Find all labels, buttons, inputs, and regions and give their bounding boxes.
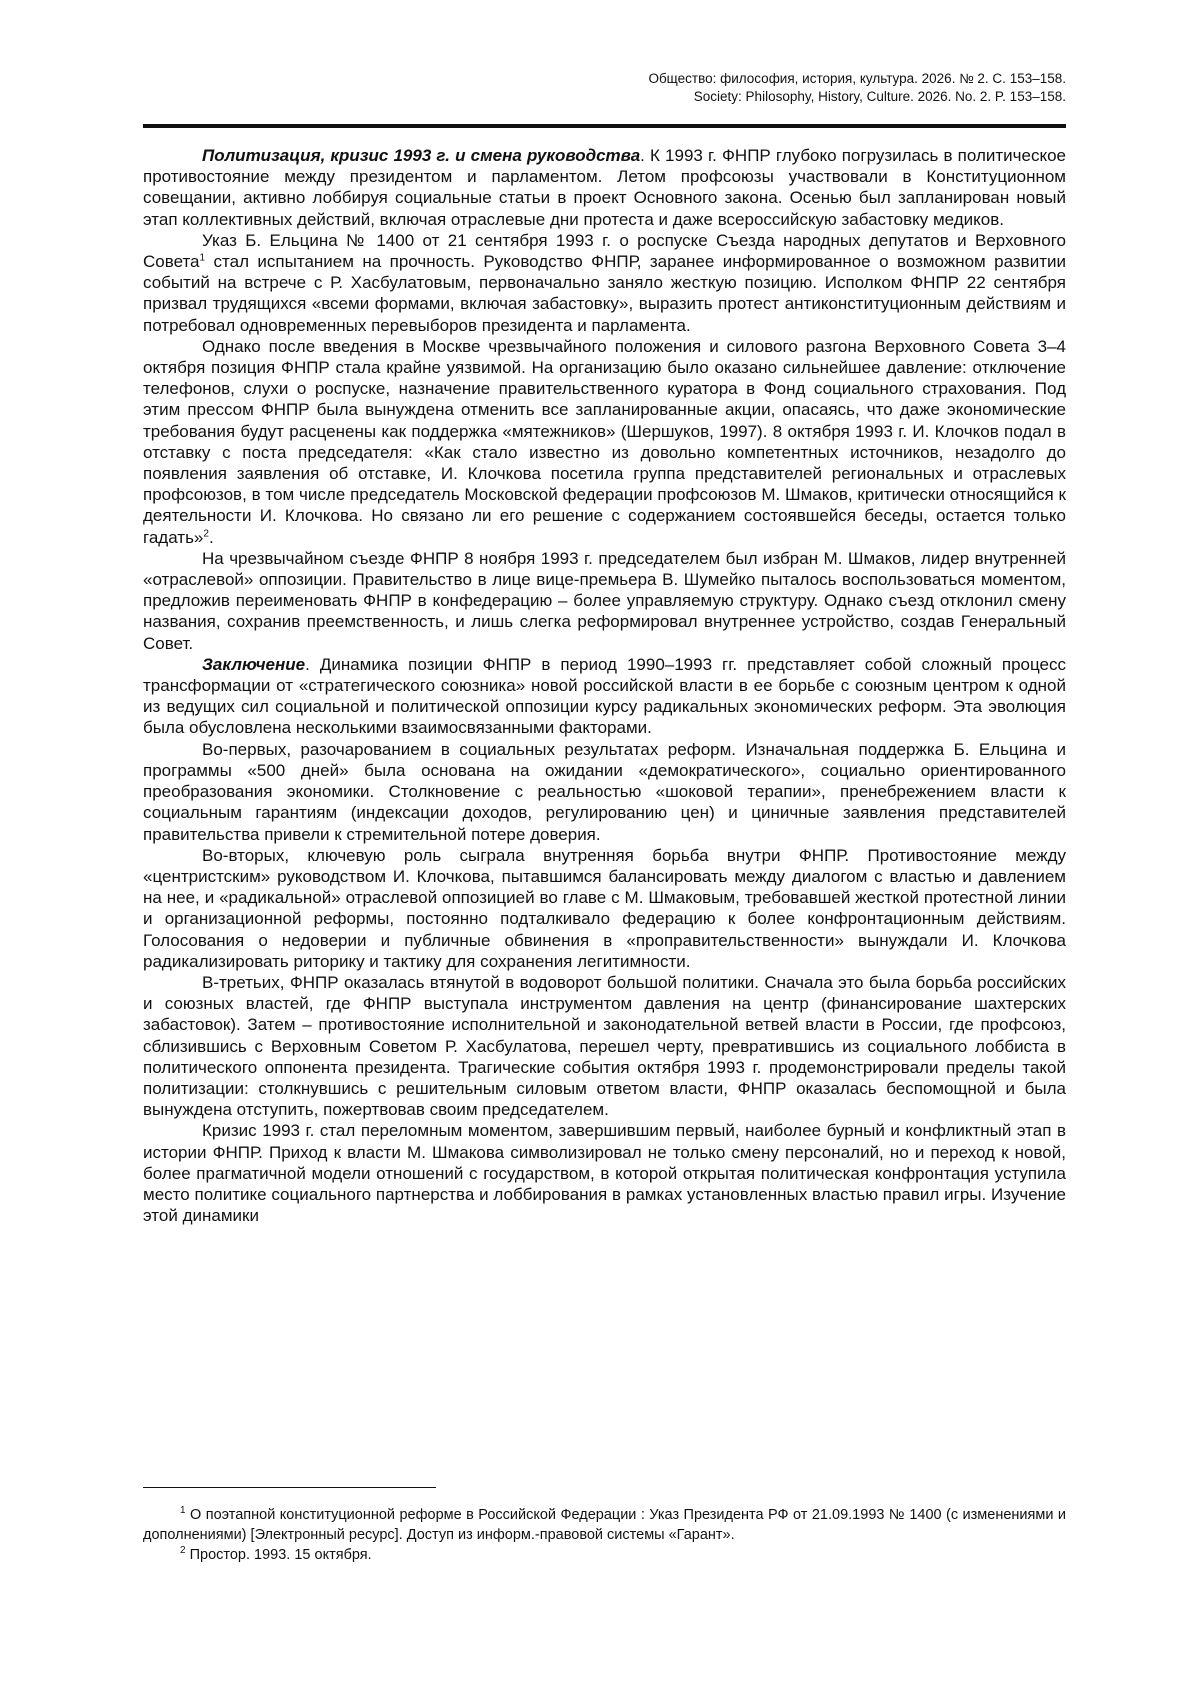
footnote-1: [143, 1505, 1066, 1545]
footnote-text: Простор. 1993. 15 октября.: [185, 1547, 372, 1563]
running-header: [648, 70, 1066, 106]
footnote-number: 2: [180, 1545, 186, 1557]
header-citation-en: Society: Philosophy, History, Culture. 2026. No. 2. P. 153–158.: [693, 89, 1066, 104]
footnote-divider: [143, 1487, 436, 1488]
article-body: [143, 145, 1066, 1226]
footnote-2: [143, 1545, 1066, 1565]
paragraph-conclusion: [143, 654, 1066, 739]
section-heading-politicization: Политизация, кризис 1993 г. и смена руководства: [202, 146, 641, 165]
footnotes: [143, 1505, 1066, 1565]
section-heading-conclusion: Заключение: [202, 654, 306, 674]
footnote-number: 1: [180, 1505, 186, 1517]
footnote-text: О поэтапной конституционной реформе в Российской Федерации : Указ Президента РФ от 21.09.1993 № 1400 (с изменениями и дополнениями) [Электронный ресурс]. Доступ из информ.-правовой системы «Гарант».: [143, 1507, 1066, 1543]
footnote-ref-1[interactable]: 1: [199, 252, 206, 264]
paragraph-politicization: [143, 145, 1066, 230]
header-divider: [143, 124, 1066, 128]
paragraph-text: Однако после введения в Москве чрезвычайного положения и силового разгона Верховного Совета 3–4 октября позиция ФНПР стала крайне уязвимой. На организацию было оказано сильнейшее давление: отключение телефонов, слухи о роспуске, назначение правительственного куратора в Фонд социального страхования. Под этим прессом ФНПР была вынуждена отменить все запланированные акции, опасаясь, что даже экономические требования будут расценены как поддержка «мятежников» (Шершуков, 1997). 8 октября 1993 г. И. Клочков подал в отставку с поста председателя: «Как стало известно из довольно компетентных источников, незадолго до появления заявления об отставке, И. Клочкова посетила группа представителей региональных и отраслевых профсоюзов, в том числе председатель Московской федерации профсоюзов М. Шмаков, критически относящийся к деятельности И. Клочкова. Но связано ли его решение с содержанием состоявшейся беседы, остается только гадать»: [143, 336, 1066, 547]
header-citation-ru: Общество: философия, история, культура. 2026. № 2. С. 153–158.: [648, 71, 1066, 86]
paragraph-text: .: [208, 527, 214, 547]
paragraph-third-factor: В-третьих, ФНПР оказалась втянутой в водоворот большой политики. Сначала это была борьба российских и союзных властей, где ФНПР выступала инструментом давления на центр (финансирование шахтерских забастовок). Затем – противостояние исполнительной и законодательной ветвей власти в России, где профсоюз, сблизившись с Верховным Советом Р. Хасбулатова, перешел черту, превратившись из социального лоббиста в политического оппонента президента. Трагические события октября 1993 г. продемонстрировали пределы такой политизации: столкнувшись с решительным силовым ответом власти, ФНПР оказалась беспомощной и была вынуждена отступить, пожертвовав своим председателем.: [143, 972, 1066, 1120]
paragraph-text: Указ Б. Ельцина № 1400 от 21 сентября 1993 г. о роспуске Съезда народных депутатов и Верховного Совета: [143, 230, 1066, 272]
paragraph-october-events: [143, 336, 1066, 548]
paragraph-emergency-congress: На чрезвычайном съезде ФНПР 8 ноября 1993 г. председателем был избран М. Шмаков, лидер внутренней «отраслевой» оппозиции. Правительство в лице вице-премьера В. Шумейко пыталось воспользоваться моментом, предложив переименовать ФНПР в конфедерацию – более управляемую структуру. Однако съезд отклонил смену названия, сохранив преемственность, и лишь слегка реформировал внутреннее устройство, создав Генеральный Совет.: [143, 548, 1066, 653]
footnote-ref-2[interactable]: 2: [203, 528, 209, 539]
paragraph-text: . К 1993 г. ФНПР глубоко погрузилась в политическое противостояние между президентом и парламентом. Летом профсоюзы участвовали в Конституционном совещании, активно лоббируя социальные статьи в проект Основного закона. Осенью был запланирован новый этап коллективных действий, включая отраслевые дни протеста и даже всероссийскую забастовку медиков.: [143, 146, 1066, 229]
paragraph-text: стал испытанием на прочность. Руководство ФНПР, заранее информированное о возможном развитии событий на встрече с Р. Хасбулатовым, первоначально заняло жесткую позицию. Исполком ФНПР 22 сентября призвал трудящихся «всеми формами, включая забастовку», выразить протест антиконституционным действиям и потребовал одновременных перевыборов президента и парламента.: [143, 252, 1066, 335]
paragraph-first-factor: Во-первых, разочарованием в социальных результатах реформ. Изначальная поддержка Б. Ельцина и программы «500 дней» была основана на ожидании «демократического», социально ориентированного преобразования экономики. Столкновение с реальностью «шоковой терапии», пренебрежением власти к социальным гарантиям (индексации доходов, регулированию цен) и циничные заявления представителей правительства привели к стремительной потере доверия.: [143, 739, 1066, 844]
paragraph-text: . Динамика позиции ФНПР в период 1990–1993 гг. представляет собой сложный процесс трансформации от «стратегического союзника» новой российской власти в ее борьбе с союзным центром к одной из ведущих сил социальной и политической оппозиции курсу радикальных экономических реформ. Эта эволюция была обусловлена несколькими взаимосвязанными факторами.: [143, 654, 1066, 738]
paragraph-crisis-1993: Кризис 1993 г. стал переломным моментом, завершившим первый, наиболее бурный и конфликтный этап в истории ФНПР. Приход к власти М. Шмакова символизировал не только смену персоналий, но и переход к новой, более прагматичной модели отношений с государством, в которой открытая политическая конфронтация уступила место политике социального партнерства и лоббирования в рамках установленных властью правил игры. Изучение этой динамики: [143, 1121, 1066, 1226]
paragraph-decree-1400: [143, 230, 1066, 336]
paragraph-second-factor: Во-вторых, ключевую роль сыграла внутренняя борьба внутри ФНПР. Противостояние между «центристским» руководством И. Клочкова, пытавшимся балансировать между диалогом с властью и давлением на нее, и «радикальной» отраслевой оппозицией во главе с М. Шмаковым, требовавшей жесткой протестной линии и организационной реформы, постоянно подталкивало федерацию к более конфронтационным действиям. Голосования о недоверии и публичные обвинения в «проправительственности» вынуждали И. Клочкова радикализировать риторику и тактику для сохранения легитимности.: [143, 845, 1066, 971]
